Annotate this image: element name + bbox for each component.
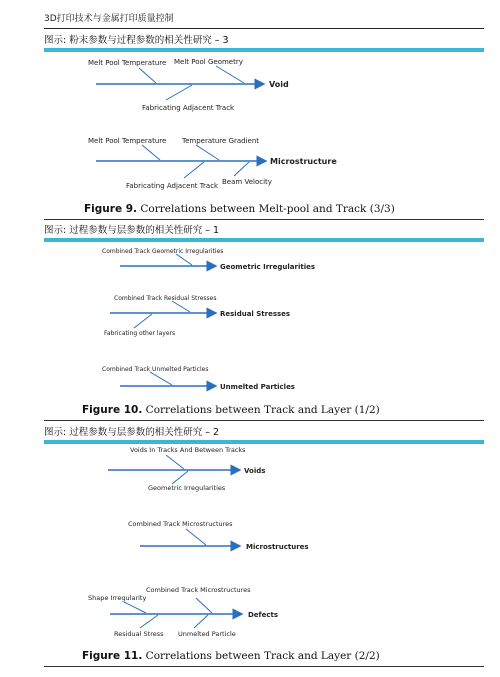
- effect-label: Geometric Irregularities: [220, 263, 316, 271]
- figure-caption-11: [82, 650, 380, 662]
- cause-branch: [172, 301, 190, 312]
- caption-text: Correlations between Track and Layer (1/2): [145, 404, 380, 416]
- cause-label: Fabricating other layers: [104, 330, 176, 337]
- section-divider: [44, 666, 484, 667]
- diagram-voids: [44, 444, 484, 494]
- caption-label: Figure 10.: [82, 404, 143, 416]
- section-title-2: 图示: 过程参数与层参数的相关性研究 – 1: [44, 225, 220, 236]
- cause-label: Shape Irregularity: [88, 594, 147, 602]
- cause-branch: [150, 372, 172, 385]
- cause-branch: [140, 615, 158, 628]
- caption-label: Figure 9.: [84, 203, 138, 215]
- cause-label: Fabricating Adjacent Track: [126, 182, 219, 190]
- header-title: 3D打印技术与金属打印质量控制: [44, 14, 174, 24]
- cause-label: Combined Track Microstructures: [146, 586, 251, 594]
- diagram-defects: [44, 580, 484, 642]
- cause-label: Combined Track Microstructures: [128, 520, 233, 528]
- cause-branch: [184, 162, 204, 178]
- diagram-residual-stresses: [44, 292, 484, 338]
- effect-label: Voids: [244, 467, 266, 475]
- caption-text: Correlations between Melt-pool and Track (3/3): [140, 203, 395, 215]
- cause-branch: [134, 314, 152, 328]
- cause-branch: [216, 66, 244, 83]
- effect-label: Residual Stresses: [220, 310, 291, 318]
- diagram-geometric-irregularities: [44, 246, 484, 278]
- cause-label: Melt Pool Temperature: [88, 137, 167, 145]
- cause-branch: [186, 529, 206, 545]
- cause-label: Beam Velocity: [222, 178, 272, 186]
- cause-label: Temperature Gradient: [182, 137, 260, 145]
- figure-caption-9: [84, 203, 395, 215]
- effect-label: Void: [269, 80, 289, 89]
- cause-label: Unmelted Particle: [178, 630, 236, 638]
- diagram-microstructure: [44, 130, 484, 192]
- cause-branch: [196, 145, 219, 160]
- diagram-unmelted-particles: [44, 364, 484, 396]
- section-title-1: 图示: 粉末参数与过程参数的相关性研究 – 3: [44, 35, 229, 46]
- caption-text: Correlations between Track and Layer (2/2): [145, 650, 380, 662]
- section-divider: [44, 219, 484, 220]
- cause-branch: [176, 254, 192, 265]
- diagram-void: [44, 54, 484, 116]
- cause-branch: [124, 602, 146, 613]
- cause-label: Voids In Tracks And Between Tracks: [130, 446, 246, 454]
- diagram-microstructures: [44, 516, 484, 556]
- cause-label: Residual Stress: [114, 630, 164, 638]
- cause-label: Combined Track Unmelted Particles: [102, 366, 209, 373]
- cause-label: Fabricating Adjacent Track: [142, 104, 235, 112]
- section-divider: [44, 420, 484, 421]
- effect-label: Microstructure: [270, 157, 337, 166]
- cause-branch: [194, 615, 208, 628]
- effect-label: Microstructures: [246, 543, 309, 551]
- section-accent-bar-1: [44, 48, 484, 52]
- cause-label: Melt Pool Geometry: [174, 58, 243, 66]
- cause-label: Melt Pool Temperature: [88, 59, 167, 67]
- effect-label: Unmelted Particles: [220, 383, 295, 391]
- section-accent-bar-2: [44, 238, 484, 242]
- figure-caption-10: [82, 404, 380, 416]
- caption-label: Figure 11.: [82, 650, 143, 662]
- cause-label: Combined Track Residual Stresses: [114, 295, 217, 302]
- cause-label: Combined Track Geometric Irregularities: [102, 248, 224, 255]
- effect-label: Defects: [248, 611, 279, 619]
- cause-branch: [142, 145, 160, 160]
- cause-branch: [172, 471, 188, 484]
- cause-branch: [196, 598, 212, 613]
- cause-branch: [166, 85, 192, 100]
- cause-label: Geometric Irregularities: [148, 484, 226, 492]
- cause-branch: [166, 455, 184, 469]
- section-title-3: 图示: 过程参数与层参数的相关性研究 – 2: [44, 427, 220, 438]
- cause-branch: [234, 162, 249, 176]
- document-header: [44, 12, 484, 29]
- cause-branch: [139, 68, 156, 83]
